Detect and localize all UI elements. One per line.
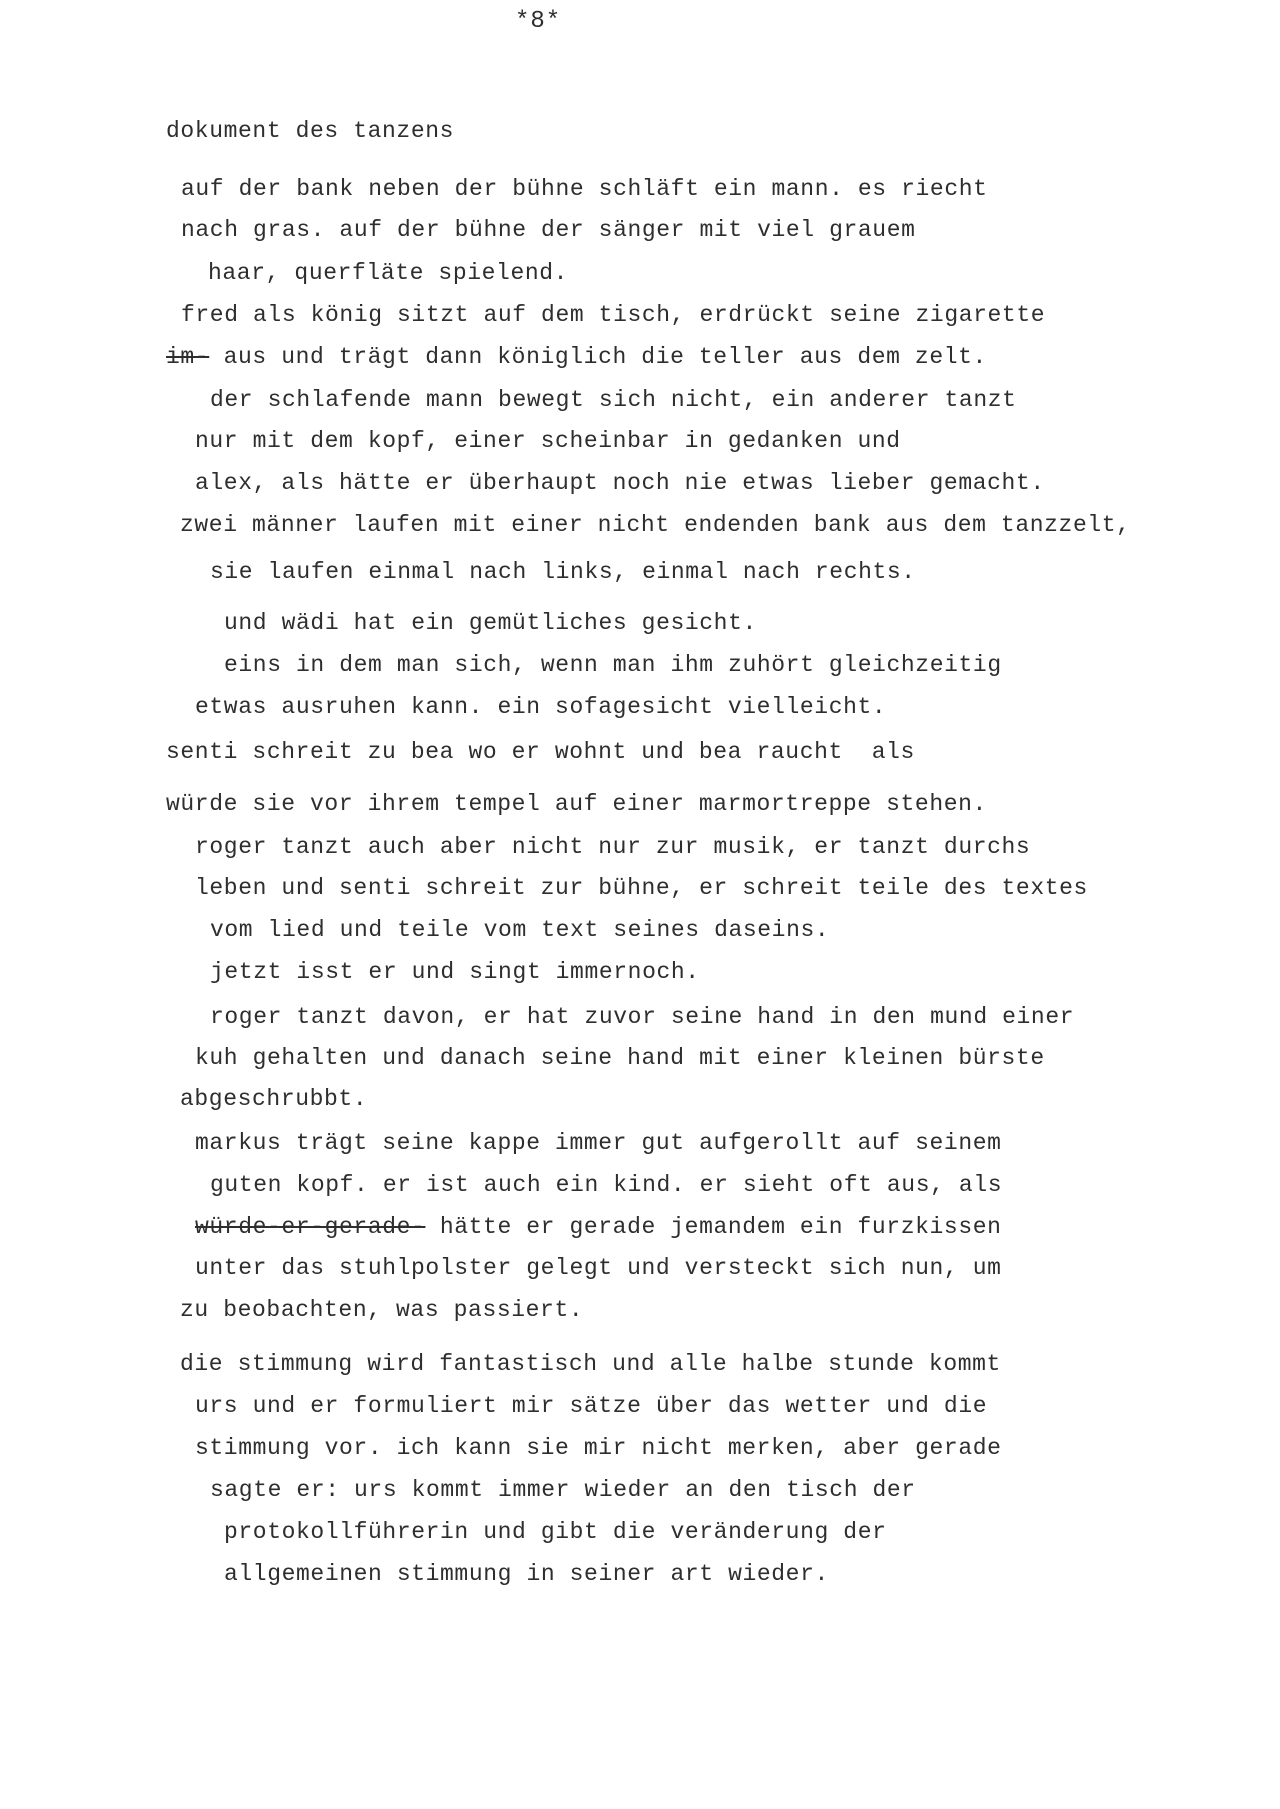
text-line: sie laufen einmal nach links, einmal nach rechts. bbox=[210, 559, 916, 585]
text-line: haar, querfläte spielend. bbox=[208, 260, 569, 286]
text-line: leben und senti schreit zur bühne, er schreit teile des textes bbox=[195, 875, 1088, 901]
text-line: guten kopf. er ist auch ein kind. er sieht oft aus, als bbox=[210, 1172, 1003, 1198]
text-line: markus trägt seine kappe immer gut aufgerollt auf seinem bbox=[195, 1130, 1002, 1156]
text-line: die stimmung wird fantastisch und alle halbe stunde kommt bbox=[180, 1351, 1001, 1377]
text-line: vom lied und teile vom text seines daseins. bbox=[210, 917, 830, 943]
struck-text: würde-er-gerade- bbox=[195, 1214, 426, 1240]
text-line: alex, als hätte er überhaupt noch nie etwas lieber gemacht. bbox=[195, 470, 1045, 496]
text-line: jetzt isst er und singt immernoch. bbox=[210, 959, 700, 985]
text-line: eins in dem man sich, wenn man ihm zuhört gleichzeitig bbox=[224, 652, 1002, 678]
text-line: allgemeinen stimmung in seiner art wieder. bbox=[224, 1561, 829, 1587]
document-title: dokument des tanzens bbox=[166, 118, 455, 144]
text-line: senti schreit zu bea wo er wohnt und bea raucht als bbox=[166, 739, 915, 765]
text-line: würde sie vor ihrem tempel auf einer marmortreppe stehen. bbox=[166, 791, 987, 817]
text-line: zu beobachten, was passiert. bbox=[180, 1297, 584, 1323]
text-line: urs und er formuliert mir sätze über das wetter und die bbox=[195, 1393, 988, 1419]
text-line: stimmung vor. ich kann sie mir nicht merken, aber gerade bbox=[195, 1435, 1002, 1461]
text-line: zwei männer laufen mit einer nicht endenden bank aus dem tanzzelt, bbox=[180, 512, 1131, 538]
text-line: würde-er-gerade- hätte er gerade jemandem ein furzkissen bbox=[195, 1214, 1002, 1240]
text-line: auf der bank neben der bühne schläft ein mann. es riecht bbox=[181, 176, 988, 202]
text-line: nur mit dem kopf, einer scheinbar in gedanken und bbox=[195, 428, 901, 454]
struck-text: im- bbox=[166, 344, 210, 370]
text-line: und wädi hat ein gemütliches gesicht. bbox=[224, 610, 757, 636]
text-line: fred als könig sitzt auf dem tisch, erdrückt seine zigarette bbox=[181, 302, 1046, 328]
text-line: sagte er: urs kommt immer wieder an den tisch der bbox=[210, 1477, 916, 1503]
text-line: im- aus und trägt dann königlich die teller aus dem zelt. bbox=[166, 344, 987, 370]
text-line: protokollführerin und gibt die veränderung der bbox=[224, 1519, 887, 1545]
page-number: *8* bbox=[515, 8, 562, 35]
text-line: abgeschrubbt. bbox=[180, 1086, 368, 1112]
text-line: nach gras. auf der bühne der sänger mit viel grauem bbox=[181, 217, 916, 243]
text-line: unter das stuhlpolster gelegt und versteckt sich nun, um bbox=[195, 1255, 1002, 1281]
text-line: roger tanzt auch aber nicht nur zur musik, er tanzt durchs bbox=[195, 834, 1031, 860]
text-line: der schlafende mann bewegt sich nicht, ein anderer tanzt bbox=[210, 387, 1017, 413]
text-line: kuh gehalten und danach seine hand mit einer kleinen bürste bbox=[195, 1045, 1045, 1071]
text-line: etwas ausruhen kann. ein sofagesicht vielleicht. bbox=[195, 694, 887, 720]
text-line: roger tanzt davon, er hat zuvor seine hand in den mund einer bbox=[210, 1004, 1075, 1030]
